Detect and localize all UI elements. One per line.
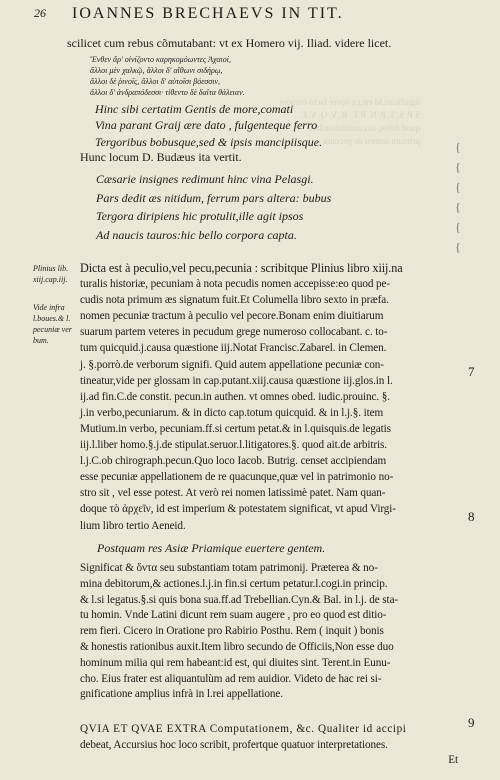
virgil-quotation: Postquam res Asiæ Priamique euertere gentem. [97, 541, 326, 555]
text-line: l.j.C.ob chirograph.pecun.Quo loco Iacob. Butrig. censet accipiendam [80, 455, 387, 468]
text-line: stro sit , vel esse potest. At verò rei nomen latissimè patet. Nam quan- [80, 487, 386, 500]
text-line: doque τὸ ἀρχεῖν, id est imperium & potestatem significat, vt apud Virgi- [80, 503, 396, 516]
text-line: QVIA ET QVAE EXTRA Computationem, &c. Qualiter id accipi [80, 723, 407, 735]
text-line: Dicta est à peculio,vel pecu,pecunia : scribitque Plinius libro xiij.na [80, 261, 403, 275]
folio-number: 26 [34, 6, 46, 20]
verse-line: Ad naucis tauros:hic bello corpora capta. [96, 227, 297, 242]
greek-line: ἄλλοι μὲν χαλκῷ, ἄλλοι δ' αἴθωνι σιδήρῳ, [90, 66, 223, 75]
intro-line: scilicet cum rebus cõmutabant: vt ex Homero vij. Iliad. videre licet. [67, 36, 392, 50]
text-line: rem fieri. Cicero in Oratione pro Rabirio Posthu. Rem ( inquit ) bonis [80, 625, 384, 638]
text-line: esse pecuniæ appellationem de re quacunque,quæ vel in patrimonio no- [80, 471, 394, 484]
margin-note-line: xiij.cap.iij. [33, 275, 68, 284]
show-through-text: lignificari.Id est,ex opere facto corpore S P. S. T. P. N. P. E. R. V. Q. V. E. quod debet, in constitutionibus primum nomen de pecunia [279, 97, 420, 146]
text-line: & l.si legatus.§.si quis bona sua.ff.ad Trebellian.Cyn.& Bal. in l.j. de sta- [80, 593, 399, 606]
page-header [34, 6, 484, 28]
text-line: j.in verbo,pecuniarum. & in dicto cap.totum quicquid. & in l.j.§. item [80, 406, 384, 419]
text-line: tum quicquid.j.causa quæstione iij.Notat Francisc.Zabarel. in Clemen. [80, 342, 387, 355]
text-line: lium libro tertio Aeneid. [80, 519, 186, 532]
margin-note-line: l.boues.& l. [33, 314, 71, 323]
body-paragraph-3 [80, 722, 460, 769]
verse-line: Tergora diripiens hic protulit,ille agit ipsos [96, 209, 304, 224]
text-line: debeat, Accursius hoc loco scribit, profertque quatuor interpretationes. [80, 738, 388, 751]
margin-note-vide-infra [33, 302, 72, 346]
verse-line: Tergoribus bobusque,sed & ipsis mancipiisque. [95, 134, 323, 149]
margin-note-line: Vide infra [33, 303, 65, 312]
text-line: j. §.porrò.de verborum signifi. Quid autem appellatione pecuniæ con- [80, 358, 384, 371]
verse-line: Cæsarie insignes redimunt hinc vina Pelasgi. [96, 172, 314, 186]
margin-number: 9 [468, 715, 475, 730]
catchword: Et [448, 754, 458, 766]
text-line: ij.ad fin.C.de constit. pecun.in authen. vt omnes obed. iudic.prouinc. §. [80, 390, 390, 403]
margin-number: 8 [468, 509, 475, 524]
verse-line: Vina parant Graij ære dato , fulgenteque ferro [95, 118, 318, 133]
verse-translation-1 [95, 101, 322, 150]
budaeus-note: Hunc locum D. Budæus ita vertit. [80, 150, 242, 164]
margin-mark: { [455, 140, 461, 154]
text-line: turalis historiæ, pecuniam à nota pecudis nomen accepisse:eo quod pe- [80, 278, 390, 291]
text-line: cudis nota primum æs signatum fuit.Et Columella libro sexto in præfa. [80, 294, 389, 307]
text-line: Mutium.in verbo, pecuniam.ff.si certum petat.& in l.quisquis.de legatis [80, 422, 391, 435]
greek-line: Ἔνθεν ἄρ' οἰνίζοντο καρηκομόωντες Ἀχαιοί, [90, 55, 232, 64]
greek-line: ἄλλοι δ' ἀνδραπόδεσσι· τίθεντο δὲ δαῖτα θάλειαν. [90, 88, 245, 97]
text-line: Significat & ὄντα seu substantiam totam patrimonij. Præterea & no- [80, 562, 378, 574]
verse-line: Hinc sibi certatim Gentis de more,comati [95, 102, 294, 116]
text-line: iij.l.liber homo.§.j.de stipulat.seruor.l.litigatores.§. quod ait.de arbitris. [80, 439, 387, 452]
text-line: hominum milia qui rem habeant:id est, qui diuites sint. Terent.in Eunu- [80, 656, 391, 669]
text-line: tineatur,vide per glossam in cap.putant.xiij.causa quæstione iij.glos.in l. [80, 374, 393, 387]
text-line: cho. Eius frater est aliquantulùm ad rem auidior. Videto de hac rei si- [80, 672, 382, 685]
body-paragraph-2 [80, 561, 460, 703]
margin-note-line: Plinius lib. [33, 264, 69, 273]
text-line: nomen pecuniæ tractum à peculio vel pecore.Bonam enim diuitiarum [80, 310, 384, 323]
greek-line: ἄλλοι δὲ ῥινοῖς, ἄλλοι δ' αὐτοῖσι βόεσσιν, [90, 77, 221, 86]
greek-quotation [90, 54, 245, 98]
body-paragraph-1 [80, 260, 460, 534]
margin-mark: { [455, 200, 461, 214]
margin-mark: { [455, 220, 461, 234]
margin-note-line: bum. [33, 336, 49, 345]
margin-mark: { [455, 160, 461, 174]
text-line: gnificatione amplius infrà in l.rei appellatione. [80, 688, 283, 701]
verse-translation-2 [96, 170, 331, 244]
text-line: mina debitorum,& actiones.l.j.in fin.si certum petatur.l.cogi.in princip. [80, 577, 388, 590]
text-line: & honestis rationibus auxit.Item libro secundo de Officiis,Non esse duo [80, 640, 394, 653]
text-line: suarum partem veteres in pecudum grege numeroso collocabant. c. to- [80, 326, 388, 339]
verse-line: Pars dedit æs nitidum, ferrum pars altera: bubus [96, 190, 332, 205]
running-title: IOANNES BRECHAEVS IN TIT. [72, 5, 344, 22]
margin-note-pliny [33, 263, 68, 285]
margin-mark: { [455, 180, 461, 194]
margin-mark: { [455, 240, 461, 254]
text-line: tu homin. Vnde Latini dicunt rem suam augere , pro eo quod est ditio- [80, 609, 387, 622]
margin-number: 7 [468, 364, 475, 379]
margin-note-line: pecuniæ ver [33, 325, 72, 334]
